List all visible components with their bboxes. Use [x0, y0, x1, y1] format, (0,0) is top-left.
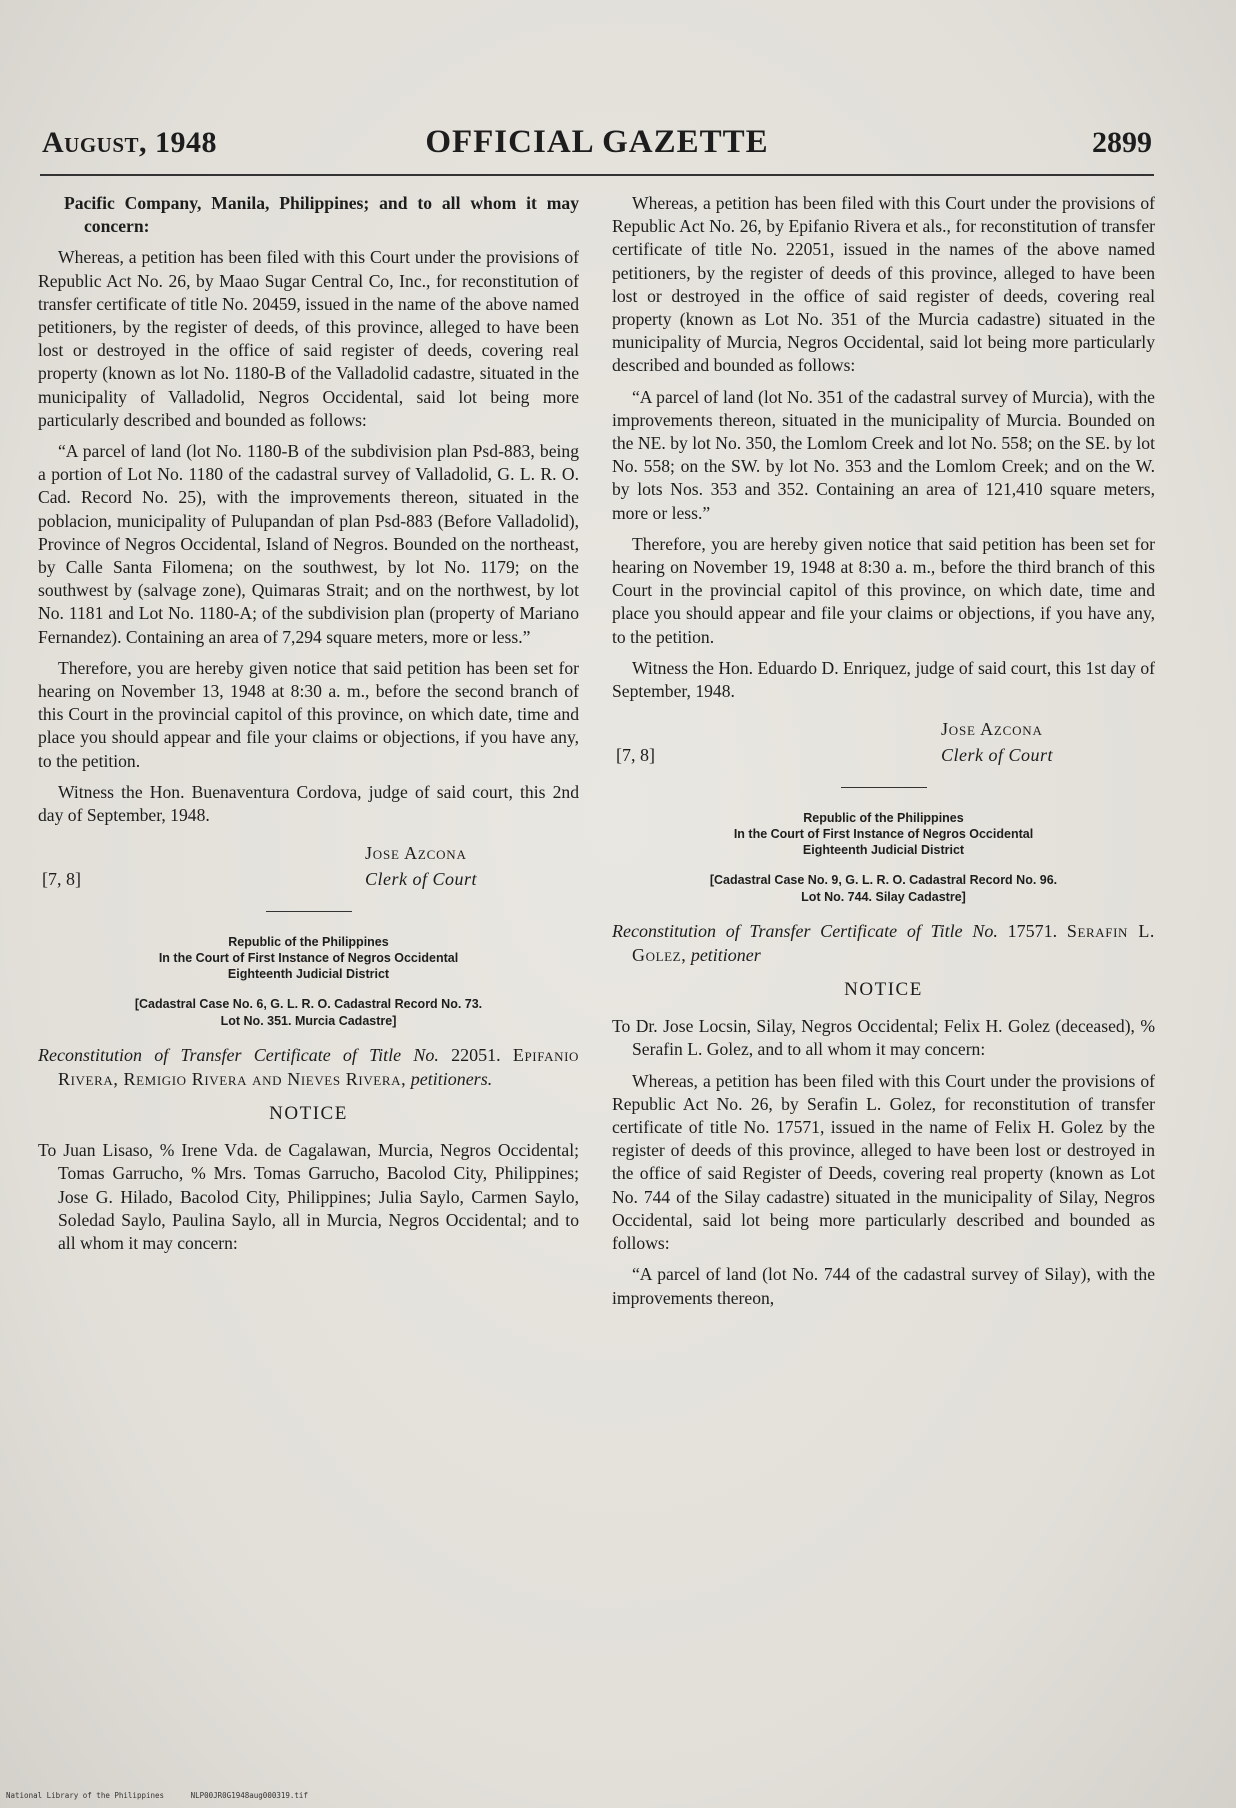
- petitioner-names: Epifanio Rivera, Remigio Rivera and Nieves Rivera,: [58, 1045, 579, 1089]
- reconstitution-title: [38, 1044, 579, 1091]
- case-line-2: Lot No. 744. Silay Cadastre]: [801, 890, 966, 905]
- court-name: In the Court of First Instance of Negros Occidental: [733, 827, 1034, 842]
- notice-heading: NOTICE: [844, 979, 923, 1001]
- case-caption: [612, 872, 1155, 906]
- clerk-name: Jose Azcona: [365, 843, 467, 864]
- footer-source: National Library of the Philippines: [6, 1791, 165, 1800]
- case-line-1: [Cadastral Case No. 9, G. L. R. O. Cadastral Record No. 96.: [709, 873, 1058, 888]
- addressee-list: To Juan Lisaso, % Irene Vda. de Cagalawan, Murcia, Negros Occidental; Tomas Garrucho, % Mrs. Tomas Garrucho, Bacolod City, Philippines; Jose G. Hilado, Bacolod City, Philippines; Julia Saylo, Carmen Saylo, Soledad Saylo, Paulina Saylo, all in Murcia, Negros Occidental; and to all whom it may concern:: [38, 1140, 579, 1254]
- hearing-notice: Therefore, you are hereby given notice that said petition has been set for hearing on November 19, 1948 at 8:30 a. m., before the third branch of this Court in the provincial capitol of this province, on which date, time and place you should appear and file your claims or objections, if you have any, to the petition.: [612, 533, 1155, 647]
- section-divider: [841, 787, 927, 788]
- addressee-continued: Pacific Company, Manila, Philippines; and to all whom it may concern:: [64, 193, 579, 237]
- issue-reference: [7, 8]: [616, 745, 655, 766]
- signature-block: [612, 719, 1155, 777]
- case-caption: [38, 996, 579, 1030]
- header-title: OFFICIAL GAZETTE: [425, 124, 769, 160]
- page-header: [42, 124, 1152, 168]
- case-line-1: [Cadastral Case No. 6, G. L. R. O. Cadastral Record No. 73.: [134, 997, 483, 1012]
- petitioner-names: Serafin L. Golez,: [632, 921, 1156, 965]
- hearing-notice: Therefore, you are hereby given notice that said petition has been set for hearing on November 13, 1948 at 8:30 a. m., before the second branch of this Court in the provincial capitol of this province, on which date, time and place you should appear and file your claims or objections, if you have any, to the petition.: [38, 657, 579, 771]
- witness-paragraph: Witness the Hon. Buenaventura Cordova, judge of said court, this 2nd day of September, 1948.: [38, 781, 579, 826]
- header-rule: [40, 174, 1154, 176]
- land-description: “A parcel of land (lot No. 351 of the cadastral survey of Murcia), with the improvements thereon, situated in the municipality of Murcia. Bounded on the NE. by lot No. 350, the Lomlom Creek and lot No. 558; on the SE. by lot No. 558; on the SW. by lot No. 353 and the Lomlom Creek; and on the W. by lots Nos. 353 and 352. Containing an area of 121,410 square meters, more or less.”: [612, 386, 1155, 523]
- petitioner-label: petitioners.: [410, 1068, 493, 1089]
- petition-paragraph: Whereas, a petition has been filed with this Court under the provisions of Republic Act No. 26, by Maao Sugar Central Co, Inc., for reconstitution of transfer certificate of title No. 20459, issued in the name of the above named petitioners, by the register of deeds, of this province, alleged to have been lost or destroyed in the office of said register of deeds, covering real property (known as lot No. 1180-B of the Valladolid cadastre, situated in the municipality of Valladolid, Negros Occidental, said lot being more particularly described and bounded as follows:: [38, 247, 579, 430]
- scan-footer: [6, 1791, 330, 1800]
- reconstitution-title: [612, 920, 1155, 967]
- witness-paragraph: Witness the Hon. Eduardo D. Enriquez, judge of said court, this 1st day of September, 1948.: [612, 657, 1155, 702]
- court-name: In the Court of First Instance of Negros Occidental: [158, 951, 459, 966]
- recon-heading: Reconstitution of Transfer Certificate of Title No.: [612, 921, 998, 942]
- left-column: [38, 192, 579, 1263]
- title-number: 22051.: [451, 1045, 501, 1066]
- court-republic: Republic of the Philippines: [228, 935, 389, 950]
- notice-heading: NOTICE: [269, 1103, 348, 1125]
- recon-heading: Reconstitution of Transfer Certificate of Title No.: [38, 1045, 439, 1066]
- clerk-name: Jose Azcona: [941, 719, 1043, 740]
- addressee-list: To Dr. Jose Locsin, Silay, Negros Occidental; Felix H. Golez (deceased), % Serafin L. Golez, and to all whom it may concern:: [612, 1016, 1155, 1060]
- section-divider: [266, 911, 352, 912]
- title-number: 17571.: [1007, 921, 1058, 942]
- page-number: 2899: [1092, 126, 1152, 159]
- clerk-title: Clerk of Court: [365, 869, 478, 890]
- court-district: Eighteenth Judicial District: [802, 843, 965, 858]
- header-date: August, 1948: [42, 126, 218, 159]
- signature-block: [38, 843, 579, 901]
- right-column: [612, 192, 1155, 1318]
- clerk-title: Clerk of Court: [941, 745, 1054, 766]
- issue-reference: [7, 8]: [42, 869, 81, 890]
- case-line-2: Lot No. 351. Murcia Cadastre]: [220, 1014, 397, 1029]
- footer-filename: NLP00JR0G1948aug000319.tif: [190, 1791, 308, 1800]
- land-description: “A parcel of land (lot No. 744 of the cadastral survey of Silay), with the improvements thereon,: [612, 1264, 1155, 1308]
- petition-paragraph: Whereas, a petition has been filed with this Court under the provisions of Republic Act No. 26, by Serafin L. Golez, for reconstitution of transfer certificate of title No. 17571, issued in the name of Felix H. Golez by the register of deeds of this province, alleged to have been lost or destroyed in the office of said Register of Deeds, covering real property (known as Lot No. 744 of the Silay cadastre) situated in the municipality of Silay, Negros Occidental, said lot being more particularly described and bounded as follows:: [612, 1070, 1155, 1254]
- petitioner-label: petitioner: [690, 944, 761, 965]
- petition-paragraph: Whereas, a petition has been filed with this Court under the provisions of Republic Act No. 26, by Epifanio Rivera et als., for reconstitution of transfer certificate of title No. 22051, issued in the names of the above named petitioners, by the register of deeds of this province, alleged to have been lost or destroyed in the office of said register of deeds, covering real property (known as Lot No. 351 of the Murcia cadastre) situated in the municipality of Murcia, Negros Occidental, said lot being more particularly described and bounded as follows:: [612, 193, 1155, 376]
- court-district: Eighteenth Judicial District: [227, 967, 390, 982]
- court-republic: Republic of the Philippines: [803, 811, 964, 826]
- land-description: “A parcel of land (lot No. 1180-B of the subdivision plan Psd-883, being a portion of Lot No. 1180 of the cadastral survey of Valladolid, G. L. R. O. Cad. Record No. 25), with the improvements thereon, situated in the poblacion, municipality of Pulupandan of plan Psd-883 (Before Valladolid), Province of Negros Occidental, Island of Negros. Bounded on the northeast, by Calle Santa Filomena; on the southwest, by lot No. 1179; on the southwest by (salvage zone), Quimaras Strait; and on the northwest, by lot No. 1181 and Lot No. 1180-A; of the subdivision plan (property of Mariano Fernandez). Containing an area of 7,294 square meters, more or less.”: [38, 441, 579, 647]
